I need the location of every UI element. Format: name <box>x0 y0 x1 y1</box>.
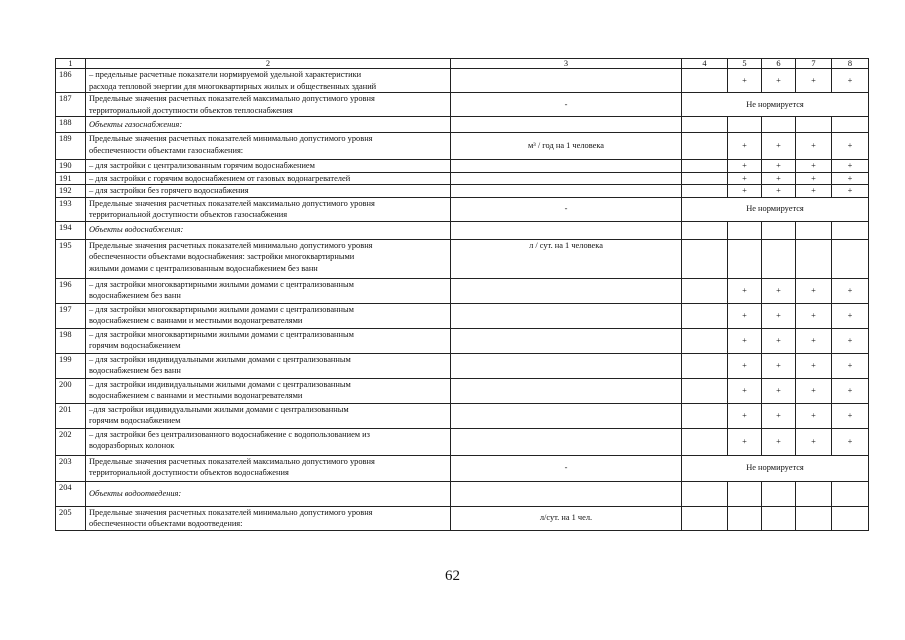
indicator-description-cell <box>86 239 451 278</box>
mark-cell: + <box>832 172 869 185</box>
mark-cell: + <box>762 353 796 378</box>
column-number-header-row <box>56 59 869 69</box>
description-line: – для застройки без централизованного водоснабжение с водопользованием из <box>89 429 370 439</box>
mark-cell <box>832 481 869 506</box>
unit-cell <box>451 172 682 185</box>
mark-cell: + <box>796 69 832 93</box>
mark-cell: + <box>796 172 832 185</box>
description-line: водоразборных колонок <box>89 441 175 450</box>
row-number-cell: 204 <box>56 481 86 506</box>
mark-cell: + <box>728 172 762 185</box>
mark-cell: + <box>762 428 796 455</box>
mark-cell: + <box>728 133 762 160</box>
description-line: Объекты водоотведения: <box>89 488 182 498</box>
unit-cell <box>451 403 682 428</box>
indicator-description-cell <box>86 278 451 303</box>
mark-cell: + <box>832 69 869 93</box>
column-header: 7 <box>796 59 832 69</box>
mark-cell: + <box>832 133 869 160</box>
table-body <box>56 59 869 531</box>
row-number-cell: 199 <box>56 353 86 378</box>
description-line: –для застройки индивидуальными жилыми домами с централизованным <box>89 404 349 414</box>
mark-cell <box>682 303 728 328</box>
row-number-cell: 200 <box>56 378 86 403</box>
mark-cell <box>832 506 869 530</box>
mark-cell <box>762 481 796 506</box>
unit-cell <box>451 328 682 353</box>
indicator-description-cell <box>86 185 451 198</box>
row-number-cell: 203 <box>56 455 86 481</box>
unit-cell <box>451 481 682 506</box>
mark-cell: + <box>728 185 762 198</box>
mark-cell <box>682 353 728 378</box>
mark-cell <box>728 481 762 506</box>
description-line: Предельные значения расчетных показателей минимально допустимого уровня <box>89 240 373 250</box>
description-line: Предельные значения расчетных показателей минимально допустимого уровня <box>89 507 373 517</box>
row-number-cell: 194 <box>56 221 86 239</box>
mark-cell <box>796 239 832 278</box>
mark-cell <box>682 278 728 303</box>
mark-cell <box>762 506 796 530</box>
table-row <box>56 221 869 239</box>
mark-cell <box>728 117 762 133</box>
row-number-cell: 198 <box>56 328 86 353</box>
unit-cell: - <box>451 93 682 117</box>
indicator-description-cell <box>86 93 451 117</box>
unit-cell <box>451 353 682 378</box>
mark-cell: + <box>762 172 796 185</box>
description-line: – для застройки многоквартирными жилыми домами с централизованным <box>89 304 354 314</box>
mark-cell: + <box>796 353 832 378</box>
mark-cell: + <box>762 328 796 353</box>
indicator-description-cell <box>86 197 451 221</box>
mark-cell <box>832 221 869 239</box>
description-line: жилыми домами с централизованным водоснабжением без ванн <box>89 263 318 273</box>
table-row <box>56 481 869 506</box>
description-line: расхода тепловой энергии для многоквартирных жилых и общественных зданий <box>89 81 377 91</box>
row-number-cell: 197 <box>56 303 86 328</box>
indicator-description-cell <box>86 69 451 93</box>
description-line: Предельные значения расчетных показателей максимально допустимого уровня <box>89 198 375 208</box>
row-number-cell: 192 <box>56 185 86 198</box>
unit-cell: м³ / год на 1 человека <box>451 133 682 160</box>
table-row <box>56 353 869 378</box>
row-number-cell: 205 <box>56 506 86 530</box>
mark-cell <box>682 160 728 173</box>
mark-cell: + <box>728 303 762 328</box>
row-number-cell: 188 <box>56 117 86 133</box>
description-line: горячим водоснабжением <box>89 341 181 350</box>
mark-cell: + <box>796 133 832 160</box>
not-normalized-cell: Не нормируется <box>682 93 869 117</box>
indicator-description-cell <box>86 133 451 160</box>
mark-cell: + <box>796 428 832 455</box>
mark-cell: + <box>762 278 796 303</box>
column-header: 6 <box>762 59 796 69</box>
row-number-cell: 189 <box>56 133 86 160</box>
column-header: 5 <box>728 59 762 69</box>
unit-cell <box>451 221 682 239</box>
table-row <box>56 328 869 353</box>
mark-cell <box>682 239 728 278</box>
mark-cell <box>728 506 762 530</box>
unit-cell <box>451 303 682 328</box>
row-number-cell: 190 <box>56 160 86 173</box>
description-line: Предельные значения расчетных показателей максимально допустимого уровня <box>89 456 375 466</box>
mark-cell: + <box>832 403 869 428</box>
mark-cell: + <box>762 133 796 160</box>
description-line: водоснабжением с ваннами и местными водонагревателями <box>89 316 303 325</box>
mark-cell <box>682 481 728 506</box>
mark-cell: + <box>796 185 832 198</box>
mark-cell: + <box>728 403 762 428</box>
row-number-cell: 193 <box>56 197 86 221</box>
mark-cell <box>762 239 796 278</box>
not-normalized-cell: Не нормируется <box>682 455 869 481</box>
mark-cell <box>682 428 728 455</box>
table-row <box>56 117 869 133</box>
mark-cell <box>762 221 796 239</box>
mark-cell: + <box>762 378 796 403</box>
unit-cell <box>451 428 682 455</box>
description-line: обеспеченности объектами водоотведения: <box>89 519 243 528</box>
indicator-description-cell <box>86 117 451 133</box>
mark-cell: + <box>796 378 832 403</box>
mark-cell: + <box>832 185 869 198</box>
mark-cell <box>682 221 728 239</box>
mark-cell: + <box>832 428 869 455</box>
mark-cell: + <box>796 328 832 353</box>
mark-cell: + <box>762 185 796 198</box>
table-row <box>56 455 869 481</box>
mark-cell <box>728 239 762 278</box>
mark-cell: + <box>762 160 796 173</box>
mark-cell: + <box>796 303 832 328</box>
unit-cell <box>451 117 682 133</box>
description-line: водоснабжением без ванн <box>89 366 181 375</box>
mark-cell: + <box>832 160 869 173</box>
indicator-description-cell <box>86 160 451 173</box>
row-number-cell: 186 <box>56 69 86 93</box>
mark-cell: + <box>762 69 796 93</box>
mark-cell <box>762 117 796 133</box>
description-line: Предельные значения расчетных показателей максимально допустимого уровня <box>89 94 375 103</box>
description-line: территориальной доступности объектов теплоснабжения <box>89 105 293 115</box>
indicator-description-cell <box>86 506 451 530</box>
mark-cell: + <box>832 378 869 403</box>
mark-cell <box>796 506 832 530</box>
description-line: обеспеченности объектами газоснабжения: <box>89 145 244 155</box>
mark-cell: + <box>728 328 762 353</box>
description-line: водоснабжением без ванн <box>89 291 181 300</box>
mark-cell <box>682 506 728 530</box>
mark-cell: + <box>762 403 796 428</box>
column-header: 3 <box>451 59 682 69</box>
table-row <box>56 378 869 403</box>
indicator-description-cell <box>86 303 451 328</box>
description-line: Предельные значения расчетных показателей минимально допустимого уровня <box>89 134 373 143</box>
description-line: – для застройки без горячего водоснабжения <box>89 186 249 195</box>
row-number-cell: 201 <box>56 403 86 428</box>
description-line: – для застройки индивидуальными жилыми домами с централизованным <box>89 354 351 364</box>
mark-cell: + <box>796 160 832 173</box>
table-row <box>56 239 869 278</box>
table-row <box>56 428 869 455</box>
table-row <box>56 172 869 185</box>
unit-cell: л/сут. на 1 чел. <box>451 506 682 530</box>
mark-cell <box>682 328 728 353</box>
column-header: 2 <box>86 59 451 69</box>
description-line: – для застройки индивидуальными жилыми домами с централизованным <box>89 379 351 389</box>
mark-cell: + <box>728 69 762 93</box>
page-number: 62 <box>445 568 460 584</box>
indicator-description-cell <box>86 378 451 403</box>
mark-cell: + <box>832 328 869 353</box>
mark-cell <box>682 69 728 93</box>
mark-cell <box>832 239 869 278</box>
mark-cell <box>728 221 762 239</box>
description-line: Объекты газоснабжения: <box>89 119 183 129</box>
mark-cell: + <box>728 428 762 455</box>
table-row <box>56 133 869 160</box>
table-row <box>56 278 869 303</box>
indicator-description-cell <box>86 221 451 239</box>
description-line: – для застройки многоквартирными жилыми домами с централизованным <box>89 329 354 339</box>
mark-cell <box>796 221 832 239</box>
mark-cell: + <box>728 278 762 303</box>
description-line: горячим водоснабжением <box>89 416 181 425</box>
row-number-cell: 187 <box>56 93 86 117</box>
description-line: территориальной доступности объектов газоснабжения <box>89 210 288 219</box>
row-number-cell: 195 <box>56 239 86 278</box>
not-normalized-cell: Не нормируется <box>682 197 869 221</box>
table-row <box>56 185 869 198</box>
mark-cell: + <box>832 303 869 328</box>
mark-cell <box>796 117 832 133</box>
column-header: 8 <box>832 59 869 69</box>
table-row <box>56 303 869 328</box>
unit-cell: л / сут. на 1 человека <box>451 239 682 278</box>
mark-cell: + <box>728 160 762 173</box>
indicator-description-cell <box>86 328 451 353</box>
description-line: территориальной доступности объектов водоснабжения <box>89 468 289 477</box>
description-line: – для застройки с централизованным горячим водоснабжением <box>89 161 315 170</box>
unit-cell <box>451 185 682 198</box>
indicator-description-cell <box>86 481 451 506</box>
standards-table <box>55 58 869 531</box>
mark-cell <box>682 403 728 428</box>
mark-cell <box>682 185 728 198</box>
row-number-cell: 196 <box>56 278 86 303</box>
unit-cell <box>451 278 682 303</box>
table-row <box>56 506 869 530</box>
unit-cell <box>451 378 682 403</box>
unit-cell <box>451 160 682 173</box>
column-header: 1 <box>56 59 86 69</box>
mark-cell: + <box>796 403 832 428</box>
indicator-description-cell <box>86 455 451 481</box>
mark-cell: + <box>762 303 796 328</box>
table-row <box>56 69 869 93</box>
mark-cell: + <box>728 353 762 378</box>
description-line: – для застройки многоквартирными жилыми домами с централизованным <box>89 279 354 289</box>
row-number-cell: 191 <box>56 172 86 185</box>
mark-cell <box>682 117 728 133</box>
mark-cell <box>682 133 728 160</box>
mark-cell: + <box>796 278 832 303</box>
mark-cell <box>832 117 869 133</box>
description-line: – предельные расчетные показатели нормируемой удельной характеристики <box>89 70 362 79</box>
unit-cell <box>451 69 682 93</box>
table-row <box>56 93 869 117</box>
mark-cell: + <box>832 353 869 378</box>
description-line: водоснабжением с ваннами и местными водонагревателями <box>89 391 303 400</box>
indicator-description-cell <box>86 353 451 378</box>
unit-cell: - <box>451 197 682 221</box>
table-row <box>56 197 869 221</box>
description-line: – для застройки с горячим водоснабжением от газовых водонагревателей <box>89 173 351 183</box>
indicator-description-cell <box>86 428 451 455</box>
column-header: 4 <box>682 59 728 69</box>
description-line: обеспеченности объектами водоснабжения: застройки многоквартирными <box>89 252 355 261</box>
mark-cell: + <box>832 278 869 303</box>
mark-cell <box>682 172 728 185</box>
mark-cell <box>796 481 832 506</box>
indicator-description-cell <box>86 403 451 428</box>
unit-cell: - <box>451 455 682 481</box>
table-row <box>56 403 869 428</box>
mark-cell: + <box>728 378 762 403</box>
mark-cell <box>682 378 728 403</box>
description-line: Объекты водоснабжения: <box>89 225 184 235</box>
indicator-description-cell <box>86 172 451 185</box>
row-number-cell: 202 <box>56 428 86 455</box>
table-row <box>56 160 869 173</box>
